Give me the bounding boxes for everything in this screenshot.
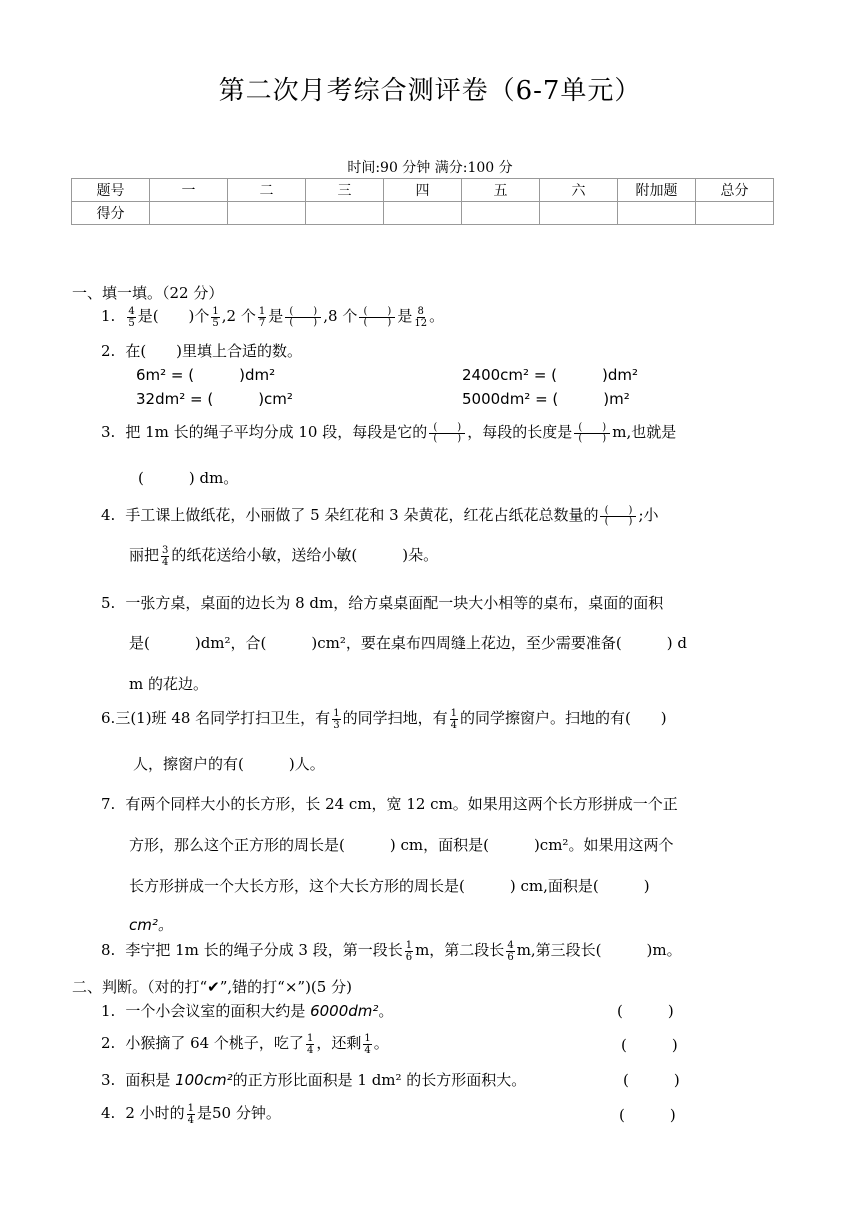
question-7: 7. 有两个同样大小的长方形，长 24 cm，宽 12 cm。如果用这两个长方形拼成一个正 [101, 795, 678, 813]
question-number: 2. [101, 1034, 116, 1052]
judge-answer-box[interactable]: ( ) [623, 1071, 680, 1089]
score-header-cell: 附加题 [618, 179, 696, 202]
score-cell[interactable] [462, 202, 540, 225]
question-number: 3. [101, 423, 116, 441]
judge-answer-box[interactable]: ( ) [619, 1106, 676, 1124]
fraction-1-5: $\frac{1}{5}$ [212, 305, 219, 329]
question-number: 1. [101, 307, 116, 325]
score-header-cell: 总分 [696, 179, 774, 202]
question-2b: 2400cm² = ( )dm² [462, 366, 639, 384]
score-table [71, 178, 774, 225]
question-4-line-2: 丽把 $\frac{3}{4}$ 的纸花送给小敏，送给小敏( )朵。 [129, 544, 439, 568]
blank-fraction[interactable]: ( ) ( ) [574, 423, 610, 444]
question-number: 5. [101, 594, 116, 612]
question-2d: 5000dm² = ( )m² [462, 390, 630, 408]
score-header-cell: 题号 [72, 179, 150, 202]
score-table-header-row [72, 179, 774, 202]
question-2a: 6m² = ( )dm² [136, 366, 276, 384]
question-number: 7. [101, 795, 116, 813]
question-number: 8. [101, 941, 116, 959]
question-1: 1. $\frac{4}{5}$ 是( )个 $\frac{1}{5}$ ,2 个 $\frac{1}{7}$ 是 ( ) ( ) ,8 个 ( ) ( ) 是 $\frac{8}{12}$ 。 [101, 305, 445, 329]
score-cell[interactable] [618, 202, 696, 225]
judge-answer-box[interactable]: ( ) [621, 1036, 678, 1054]
score-header-cell: 三 [306, 179, 384, 202]
fraction-1-6: $\frac{1}{6}$ [405, 939, 413, 963]
score-table-score-row [72, 202, 774, 225]
fraction-4-5: $\frac{4}{5}$ [128, 305, 135, 329]
question-5-line-2: 是( )dm²，合( )cm²，要在桌布四周缝上花边，至少需要准备( ) d [129, 634, 687, 652]
question-7-line-3: 长方形拼成一个大长方形，这个大长方形的周长是( ) cm,面积是( ) [129, 877, 650, 895]
score-header-cell: 一 [150, 179, 228, 202]
blank-fraction[interactable]: ( ) ( ) [600, 506, 636, 527]
score-header-cell: 二 [228, 179, 306, 202]
fraction-8-12: $\frac{8}{12}$ [414, 305, 428, 329]
blank-fraction[interactable]: ( ) ( ) [285, 307, 321, 328]
question-number: 4. [101, 1104, 116, 1122]
section-1-heading: 一、填一填。（22 分） [72, 284, 224, 302]
fraction-4-6: $\frac{4}{6}$ [507, 939, 514, 963]
question-number: 2. [101, 342, 116, 360]
question-3-line-2: ( ) dm。 [138, 469, 239, 487]
judge-item-3: 3. 面积是 100cm²的正方形比面积是 1 dm² 的长方形面积大。 [101, 1071, 527, 1089]
fraction-1-3: $\frac{1}{3}$ [333, 707, 340, 731]
page-title: 第二次月考综合测评卷（6-7单元） [218, 76, 642, 106]
fraction-1-4: $\frac{1}{4}$ [187, 1102, 194, 1126]
exam-info: 时间:90 分钟 满分:100 分 [347, 160, 513, 176]
score-cell[interactable] [540, 202, 618, 225]
question-number: 3. [101, 1071, 116, 1089]
score-header-cell: 四 [384, 179, 462, 202]
fraction-1-7: $\frac{1}{7}$ [258, 305, 266, 329]
score-header-cell: 六 [540, 179, 618, 202]
score-cell[interactable] [384, 202, 462, 225]
fraction-3-4: $\frac{3}{4}$ [162, 544, 169, 568]
fraction-1-4: $\frac{1}{4}$ [306, 1032, 314, 1056]
question-3: 3. 把 1m 长的绳子平均分成 10 段，每段是它的 ( ) ( ) ，每段的长度是 ( ) ( ) m,也就是 [101, 421, 677, 444]
score-row-label: 得分 [72, 202, 150, 225]
judge-item-4: 4. 2 小时的 $\frac{1}{4}$ 是50 分钟。 [101, 1102, 281, 1126]
score-cell[interactable] [228, 202, 306, 225]
question-8: 8. 李宁把 1m 长的绳子分成 3 段，第一段长 $\frac{1}{6}$ m，第二段长 $\frac{4}{6}$ m,第三段长( )m。 [101, 939, 682, 963]
question-number: 6. [101, 709, 116, 727]
blank-fraction[interactable]: ( ) ( ) [429, 423, 465, 444]
question-2c: 32dm² = ( )cm² [136, 390, 293, 408]
score-cell[interactable] [696, 202, 774, 225]
question-5-line-3: m 的花边。 [129, 675, 208, 693]
question-number: 1. [101, 1002, 116, 1020]
score-cell[interactable] [150, 202, 228, 225]
fraction-1-4: $\frac{1}{4}$ [364, 1032, 371, 1056]
blank-fraction[interactable]: ( ) ( ) [359, 307, 395, 328]
question-4: 4. 手工课上做纸花，小丽做了 5 朵红花和 3 朵黄花，红花占纸花总数量的 ( ) ( ) ;小 [101, 504, 659, 527]
question-7-line-2: 方形，那么这个正方形的周长是( ) cm，面积是( )cm²。如果用这两个 [129, 836, 674, 854]
question-5: 5. 一张方桌，桌面的边长为 8 dm，给方桌桌面配一块大小相等的桌布，桌面的面积 [101, 594, 664, 612]
judge-item-1: 1. 一个小会议室的面积大约是 6000dm²。 [101, 1002, 394, 1020]
question-6-line-2: 人，擦窗户的有( )人。 [133, 755, 325, 773]
question-6: 6.三(1)班 48 名同学打扫卫生，有 $\frac{1}{3}$ 的同学扫地，有 $\frac{1}{4}$ 的同学擦窗户。扫地的有( ) [101, 707, 667, 731]
section-2-heading: 二、判断。（对的打“✔”,错的打“×”)(5 分) [72, 978, 352, 996]
judge-answer-box[interactable]: ( ) [617, 1002, 674, 1020]
question-2: 2. 在( )里填上合适的数。 [101, 342, 303, 360]
score-header-cell: 五 [462, 179, 540, 202]
question-7-line-4: cm²。 [129, 916, 173, 934]
fraction-1-4: $\frac{1}{4}$ [450, 707, 457, 731]
question-number: 4. [101, 506, 116, 524]
judge-item-2: 2. 小猴摘了 64 个桃子，吃了 $\frac{1}{4}$ ，还剩 $\frac{1}{4}$ 。 [101, 1032, 389, 1056]
score-cell[interactable] [306, 202, 384, 225]
